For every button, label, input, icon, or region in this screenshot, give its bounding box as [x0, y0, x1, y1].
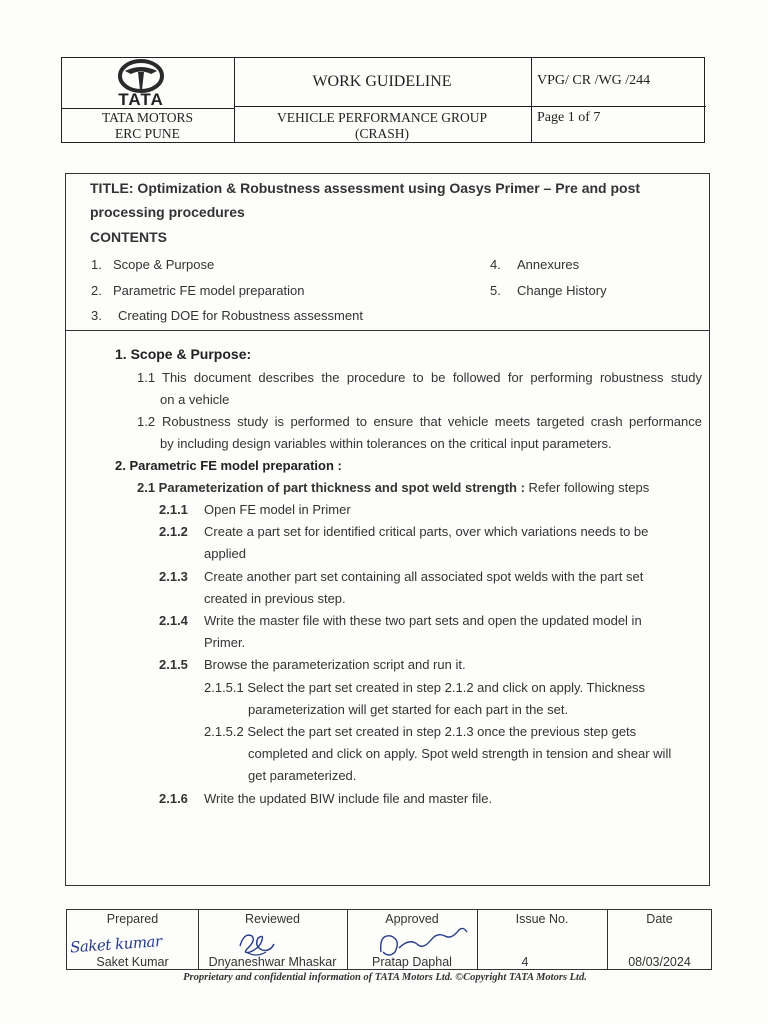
substep-2-1-5-1-line-1: 2.1.5.1 Select the part set created in step 2.1.2 and click on apply. Thickness	[204, 680, 646, 695]
substep-2-1-5-1-line-2: parameterization will get started for each part in the set.	[248, 702, 569, 717]
toc-item	[490, 283, 607, 298]
prepared-name: Saket Kumar	[96, 955, 169, 969]
group-subname: (CRASH)	[354, 126, 409, 141]
section-1-heading: 1. Scope & Purpose:	[115, 346, 252, 362]
prepared-signature: Saket kumar	[69, 932, 163, 957]
toc-item-number: 4.	[490, 257, 501, 272]
prepared-label: Prepared	[106, 912, 159, 926]
document-title	[90, 176, 690, 224]
para-1-1-num: 1.1	[137, 370, 156, 385]
step-number: 2.1.1	[159, 502, 188, 517]
step-number: 2.1.3	[159, 569, 188, 584]
section-2-1-tail: Refer following steps	[528, 480, 650, 495]
reviewed-label: Reviewed	[245, 912, 300, 926]
header-rule	[234, 106, 706, 107]
contents-heading: CONTENTS	[90, 229, 167, 245]
section-2-1-heading-row	[137, 477, 649, 499]
doc-type: WORK GUIDELINE	[312, 73, 452, 90]
para-1-2-line-1: Robustness study is performed to ensure that vehicle meets targeted crash performance	[162, 414, 702, 429]
toc-item-label: Scope & Purpose	[113, 257, 215, 272]
substep-2-1-5-2-line-3: get parameterized.	[248, 768, 357, 783]
doc-number: VPG/ CR /WG /244	[537, 73, 651, 88]
step-text: Create another part set containing all associated spot welds with the part set	[204, 569, 644, 584]
tata-emblem-icon	[111, 59, 171, 93]
step-text-cont: applied	[204, 546, 246, 561]
confidentiality-notice: Proprietary and confidential information of TATA Motors Ltd. ©Copyright TATA Motors Ltd.	[183, 972, 587, 983]
step-number: 2.1.5	[159, 657, 188, 672]
para-1-1-line-1: This document describes the procedure to be followed for performing robustness study	[162, 370, 702, 385]
step-text-cont: Primer.	[204, 635, 246, 650]
toc-item-label: Creating DOE for Robustness assessment	[118, 308, 363, 323]
para-1-2-line-2: by including design variables within tolerances on the critical input parameters.	[160, 436, 612, 451]
step-text: Write the master file with these two part sets and open the updated model in	[204, 613, 642, 628]
company-name: TATA MOTORS	[102, 110, 193, 125]
logo-wordmark: TATA	[118, 90, 164, 109]
step-text-cont: created in previous step.	[204, 591, 346, 606]
substep-2-1-5-2-line-2: completed and click on apply. Spot weld strength in tension and shear will	[248, 746, 672, 761]
substep-2-1-5-2-line-1: 2.1.5.2 Select the part set created in step 2.1.3 once the previous step gets	[204, 724, 637, 739]
toc-item-label: Change History	[517, 283, 607, 298]
group-name: VEHICLE PERFORMANCE GROUP	[276, 110, 488, 125]
toc-item-label: Annexures	[517, 257, 580, 272]
reviewed-name: Dnyaneshwar Mhaskar	[208, 955, 337, 969]
approved-label: Approved	[385, 912, 439, 926]
step-text: Browse the parameterization script and run it.	[204, 657, 466, 672]
para-1-2-num: 1.2	[137, 414, 156, 429]
step-number: 2.1.4	[159, 613, 188, 628]
toc-item	[91, 283, 305, 298]
issue-date: 08/03/2024	[628, 955, 691, 969]
step-text: Write the updated BIW include file and master file.	[204, 791, 493, 806]
toc-item-number: 1.	[91, 257, 102, 272]
page-number: Page 1 of 7	[537, 110, 601, 125]
step-text: Open FE model in Primer	[204, 502, 351, 517]
title-line-2: processing procedures	[90, 204, 245, 220]
toc-item-number: 3.	[91, 308, 102, 323]
toc-item-label: Parametric FE model preparation	[113, 283, 305, 298]
para-1-1-line-2: on a vehicle	[160, 392, 230, 407]
toc-item	[91, 308, 363, 323]
tata-logo	[111, 59, 171, 107]
company-location: ERC PUNE	[115, 126, 180, 141]
section-2-heading: 2. Parametric FE model preparation :	[115, 458, 342, 473]
toc-item-number: 5.	[490, 283, 501, 298]
step-text: Create a part set for identified critical parts, over which variations needs to be	[204, 524, 649, 539]
toc-item	[91, 257, 215, 272]
step-number: 2.1.6	[159, 791, 188, 806]
title-line-1: TITLE: Optimization & Robustness assessment using Oasys Primer – Pre and post	[90, 180, 641, 196]
toc-item	[490, 257, 580, 272]
approved-name: Pratap Daphal	[372, 955, 452, 969]
section-2-1-heading: 2.1 Parameterization of part thickness and spot weld strength :	[137, 480, 525, 495]
step-number: 2.1.2	[159, 524, 188, 539]
company-cell	[62, 110, 233, 142]
issue-label: Issue No.	[515, 912, 569, 926]
date-label: Date	[646, 912, 673, 926]
group-cell	[234, 110, 530, 142]
issue-number: 4	[521, 955, 529, 969]
header-divider	[531, 58, 532, 142]
toc-item-number: 2.	[91, 283, 102, 298]
